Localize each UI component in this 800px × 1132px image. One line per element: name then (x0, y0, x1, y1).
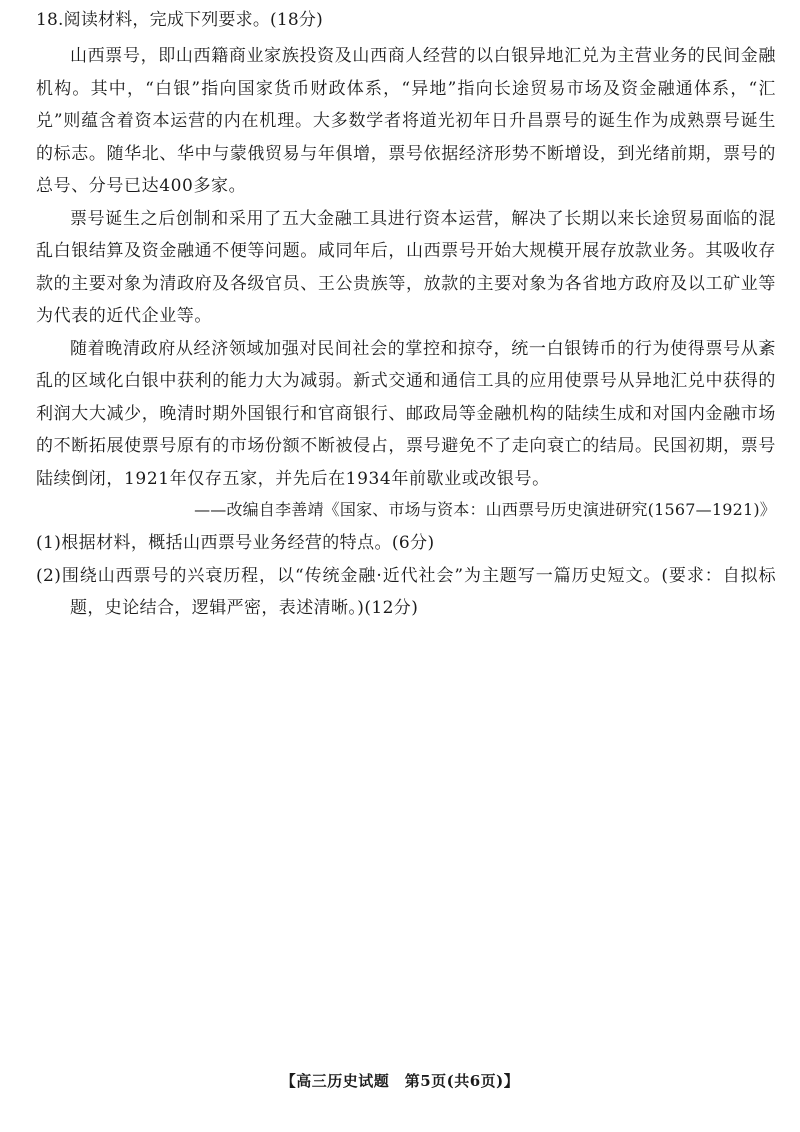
material-paragraph-1: 山西票号，即山西籍商业家族投资及山西商人经营的以白银异地汇兑为主营业务的民间金融机构。其中，“白银”指向国家货币财政体系，“异地”指向长途贸易市场及资金融通体系，“汇兑”则蕴含着资本运营的内在机理。大多数学者将道光初年日升昌票号的诞生作为成熟票号诞生的标志。随华北、华中与蒙俄贸易与年俱增，票号依据经济形势不断增设，到光绪前期，票号的总号、分号已达400多家。 (36, 46, 776, 196)
page-footer: 【高三历史试题 第5页(共6页)】 (280, 1072, 520, 1090)
sub-question-2: (2)围绕山西票号的兴衰历程，以“传统金融·近代社会”为主题写一篇历史短文。(要求：自拟标题，史论结合，逻辑严密，表述清晰。)(12分) (36, 565, 776, 618)
material-paragraph-3: 随着晚清政府从经济领域加强对民间社会的掌控和掠夺，统一白银铸币的行为使得票号从紊乱的区域化白银中获利的能力大为减弱。新式交通和通信工具的应用使票号从异地汇兑中获得的利润大大减少，晚清时期外国银行和官商银行、邮政局等金融机构的陆续生成和对国内金融市场的不断拓展使票号原有的市场份额不断被侵占，票号避免不了走向衰亡的结局。民国初期，票号陆续倒闭，1921年仅存五家，并先后在1934年前歇业或改银号。 (36, 338, 776, 489)
sub-question-1: (1)根据材料，概括山西票号业务经营的特点。(6分) (36, 533, 435, 553)
material-paragraph-2: 票号诞生之后创制和采用了五大金融工具进行资本运营，解决了长期以来长途贸易面临的混乱白银结算及资金融通不便等问题。咸同年后，山西票号开始大规模开展存放款业务。其吸收存款的主要对象为清政府及各级官员、王公贵族等，放款的主要对象为各省地方政府及以工矿业等为代表的近代企业等。 (36, 208, 776, 326)
question-title: 18.阅读材料，完成下列要求。(18分) (36, 10, 323, 30)
material-source-citation: ——改编自李善靖《国家、市场与资本：山西票号历史演进研究(1567—1921)》 (194, 500, 776, 519)
question-block (36, 6, 776, 625)
